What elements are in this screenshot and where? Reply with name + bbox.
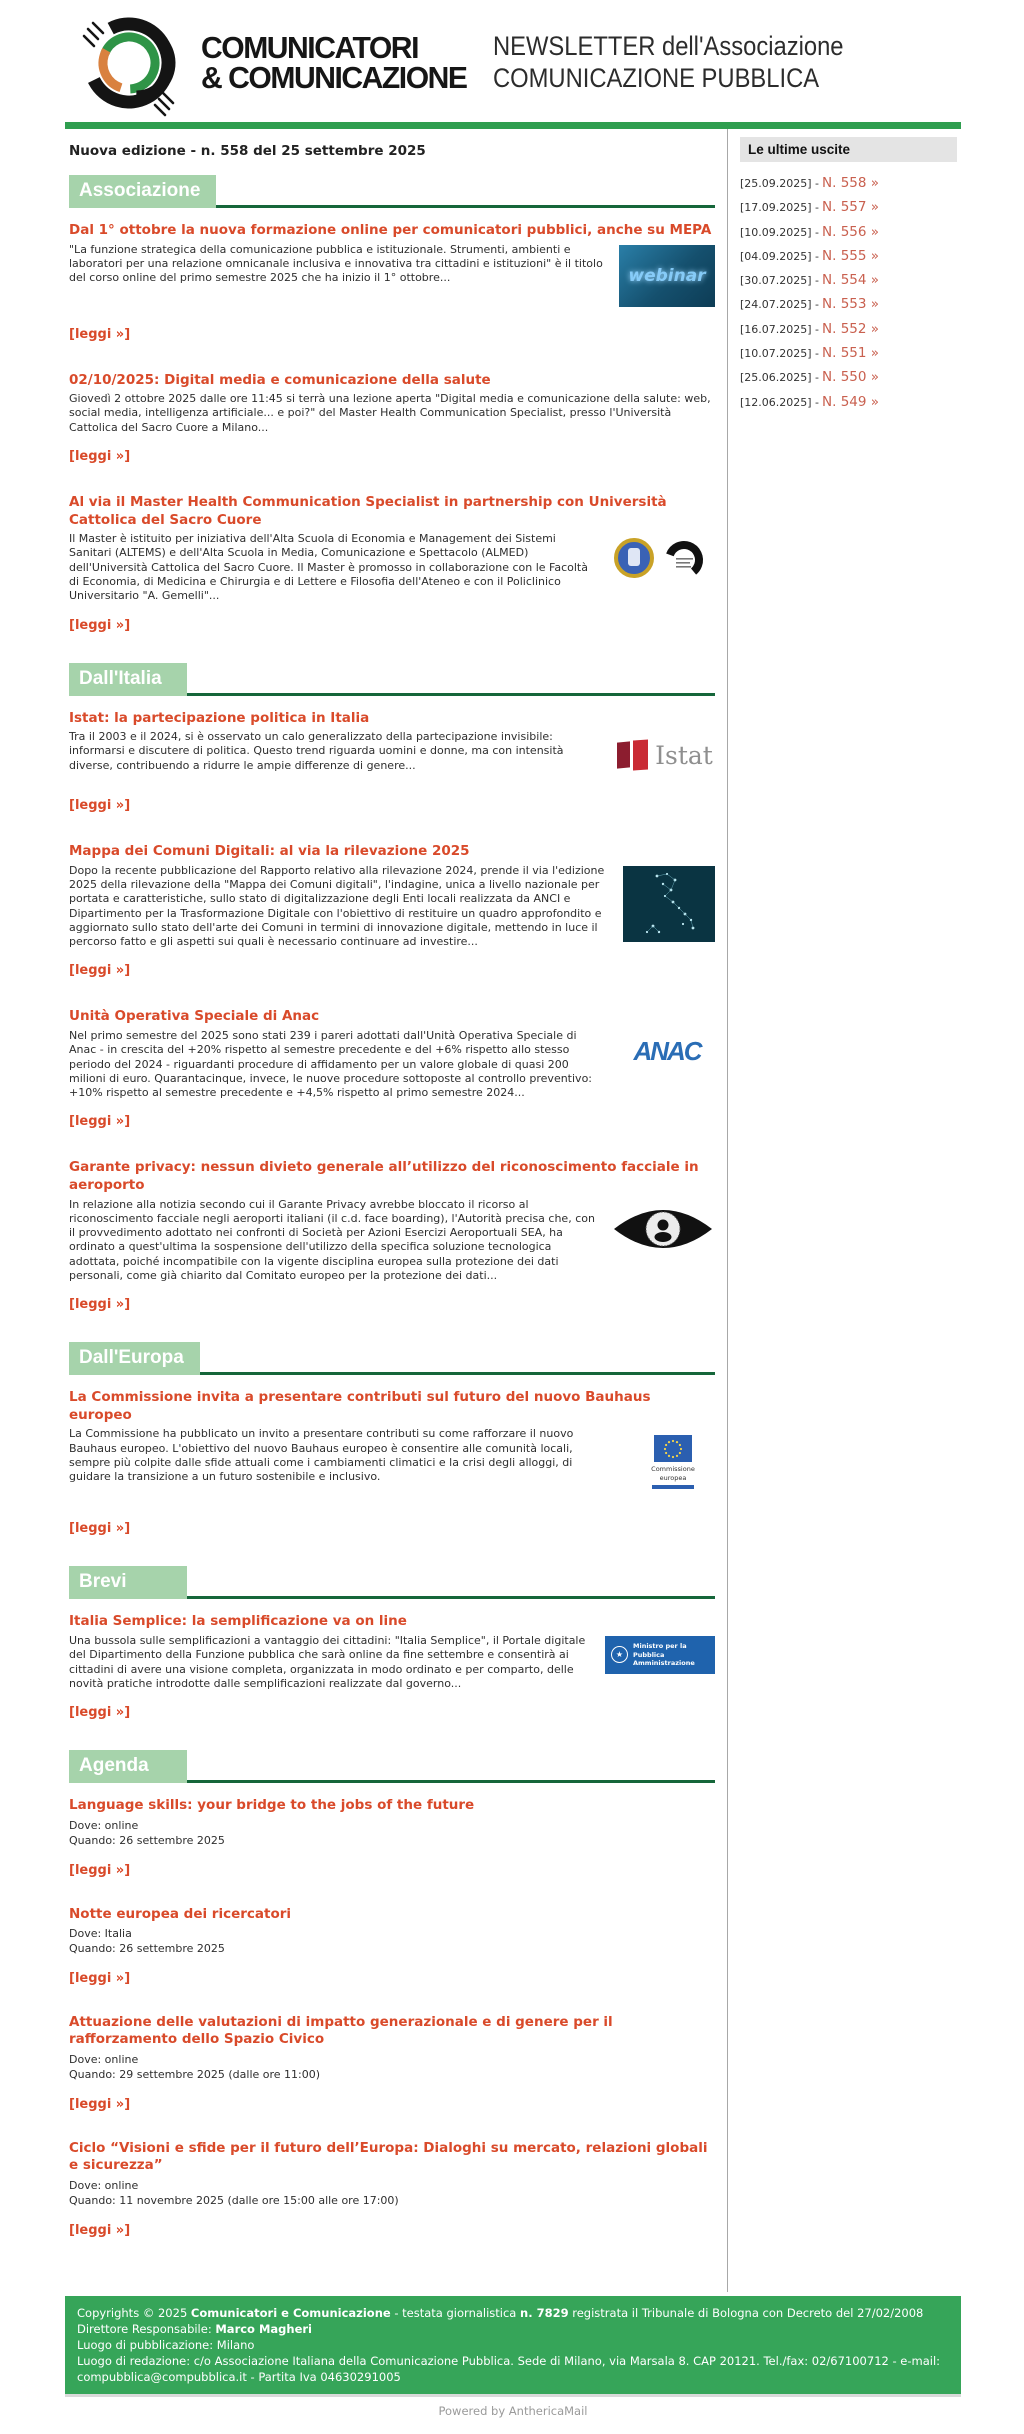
article-istat: [69, 710, 715, 814]
article-title[interactable]: Al via il Master Health Communication Specialist in partnership con Università Cattolica del Sacro Cuore: [69, 493, 667, 528]
section-label: Agenda: [69, 1750, 187, 1783]
article-body: Tra il 2003 e il 2024, si è osservato un calo generalizzato della partecipazione invisibile: informarsi e discutere di politica. Questo trend riguarda uomini e donne, ma con intensità diverse, contribuendo a ridurre le ampie differenze di genere...: [69, 730, 564, 772]
section-underline: [187, 1780, 715, 1783]
event-date: Quando: 26 settembre 2025: [69, 1942, 225, 1956]
article-title[interactable]: La Commissione invita a presentare contributi sul futuro del nuovo Bauhaus europeo: [69, 1389, 651, 1423]
issue-item: [740, 171, 957, 195]
event-location: Dove: Italia: [69, 1927, 132, 1941]
event-location: Dove: online: [69, 2052, 139, 2066]
footer: [65, 2296, 961, 2394]
issue-date: [25.06.2025] -: [740, 371, 820, 385]
universita-cattolica-logos-image[interactable]: [603, 534, 715, 582]
section-label: Dall'Europa: [69, 1342, 200, 1375]
issue-date: [25.09.2025] -: [740, 177, 820, 190]
footer-copyright-line: [77, 2305, 949, 2321]
section-header-brevi: [69, 1566, 715, 1599]
leggi-link[interactable]: [leggi »]: [69, 963, 131, 979]
mappa-comuni-digitali-image[interactable]: [623, 866, 715, 942]
brand-line1: COMUNICATORI: [201, 29, 418, 65]
issue-link[interactable]: N. 552 »: [822, 320, 880, 337]
issue-date: [24.07.2025] -: [740, 298, 820, 312]
footer-redazione-line: Luogo di redazione: c/o Associazione Italiana della Comunicazione Pubblica. Sede di Milano, via Marsala 8. CAP 20121. Tel./fax: 02/67100712 - e-mail: compubblica@compubblica.it - Partita Iva 04630291005: [77, 2353, 941, 2384]
issue-link[interactable]: N. 556 »: [822, 223, 880, 240]
article-body: La Commissione ha pubblicato un invito a presentare contributi su come rafforzare il nuovo Bauhaus europeo. L'obiettivo del nuovo Bauhaus europeo è consentire alle comunità locali, sempre più colpite dalle sfide attuali come i cambiamenti climatici e la crisi degli alloggi, di guidare la transizione a un futuro sostenibile e inclusivo.: [69, 1427, 574, 1484]
issue-link[interactable]: N. 555 »: [822, 247, 880, 264]
leggi-link[interactable]: [leggi »]: [69, 2096, 131, 2112]
leggi-link[interactable]: [leggi »]: [69, 2222, 131, 2238]
commissione-europea-logo-image[interactable]: [631, 1429, 715, 1501]
main-column: [65, 129, 727, 2292]
italy-network-map-icon: [623, 866, 715, 942]
ministro-caption-line1: Ministro per la: [633, 1642, 687, 1651]
copyright-suffix: registrata il Tribunale di Bologna con Decreto del 27/02/2008: [568, 2305, 924, 2320]
newsletter-line2: COMUNICAZIONE PUBBLICA: [492, 63, 819, 93]
article-garante-privacy: [69, 1159, 715, 1312]
powered-by: Powered by AnthericaMail: [438, 2404, 588, 2419]
issue-link[interactable]: N. 558 »: [822, 175, 880, 191]
eu-caption-line2: europea: [659, 1473, 687, 1482]
issue-item: [740, 390, 957, 414]
issue-item: [740, 317, 957, 341]
ministro-banner-caption: [633, 1642, 709, 1667]
director-name: Marco Magheri: [215, 2321, 312, 2336]
footer-brand: Comunicatori e Comunicazione: [190, 2305, 391, 2320]
event-language-skills: [69, 1797, 715, 1877]
article-mappa-comuni: [69, 843, 715, 978]
leggi-link[interactable]: [leggi »]: [69, 1114, 131, 1130]
istat-logo-image[interactable]: [615, 732, 715, 778]
section-label: Associazione: [69, 175, 216, 208]
leggi-link[interactable]: [leggi »]: [69, 1970, 131, 1986]
article-body: Il Master è istituito per iniziativa dell'Alta Scuola di Economia e Management dei Sistemi Sanitari (ALTEMS) e dell'Alta Scuola in Media, Comunicazione e Spettacolo (ALMED) dell'Università Cattolica del Sacro Cuore. Il Master è promosso in collaborazione con le Facoltà di Economia, di Medicina e Chirurgia e di Lettere e Filosofia dell'Ateneo e con il Policlinico Universitario "A. Gemelli"...: [69, 532, 588, 603]
newsletter-page: [65, 0, 961, 2434]
article-body: Una bussola sulle semplificazioni a vantaggio dei cittadini: "Italia Semplice", il Portale digitale del Dipartimento della Funzione pubblica che sarà online da fine settembre e consentirà ai cittadini di avere una visione completa, organizzata in modo ordinato e per comparto, delle novità pratiche introdotte dalle semplificazioni realizzate dal governo...: [69, 1633, 586, 1690]
edition-title: Nuova edizione - n. 558 del 25 settembre 2025: [69, 143, 426, 159]
ministro-pa-banner-image[interactable]: [605, 1636, 715, 1674]
article-title[interactable]: Dal 1° ottobre la nuova formazione online per comunicatori pubblici, anche su MEPA: [69, 222, 712, 238]
eu-logo-bar: [652, 1485, 694, 1489]
article-body: "La funzione strategica della comunicazione pubblica e istituzionale. Strumenti, ambienti e laboratori per una relazione omnicanale inclusiva e innovativa tra cittadini e istituzioni" è il titolo del corso online del primo semestre 2025 che ha inizio il 1° ottobre...: [69, 242, 603, 285]
event-date: Quando: 11 novembre 2025 (dalle ore 15:00 alle ore 17:00): [69, 2194, 399, 2208]
event-title[interactable]: Notte europea dei ricercatori: [69, 1905, 292, 1922]
article-formazione-mepa: [69, 222, 715, 342]
cattolica-crest-icon: [612, 536, 656, 580]
article-title[interactable]: Garante privacy: nessun divieto generale all’utilizzo del riconoscimento facciale in aeroporto: [69, 1159, 699, 1194]
newsletter-title: [493, 31, 844, 95]
leggi-link[interactable]: [leggi »]: [69, 326, 131, 342]
issue-item: [740, 365, 957, 389]
brand-wordmark: [201, 29, 467, 95]
event-date: Quando: 26 settembre 2025: [69, 1834, 225, 1848]
istat-shape-icon: [633, 740, 648, 771]
leggi-link[interactable]: [leggi »]: [69, 448, 131, 464]
issue-date: [12.06.2025] -: [740, 395, 820, 409]
top-green-bar: [65, 122, 961, 129]
eye-icon: [611, 1200, 715, 1258]
ministro-caption-line2: Pubblica Amministrazione: [633, 1650, 695, 1668]
istat-logo-caption: Istat: [655, 740, 713, 770]
article-title[interactable]: Unità Operativa Speciale di Anac: [69, 1008, 320, 1025]
issue-date: [04.09.2025] -: [740, 249, 820, 263]
article-italia-semplice: [69, 1613, 715, 1720]
section-underline: [187, 1596, 715, 1599]
article-body: Dopo la recente pubblicazione del Rapporto relativo alla rilevazione 2024, prende il via l'edizione 2025 della rilevazione della "Mappa dei Comuni digitali", l'indagine, unica a livello nazionale per portata e caratteristiche, sullo stato di digitalizzazione degli Enti locali realizzata da ANCI e Dipartimento per la Trasformazione Digitale con l'obiettivo di restituire un quadro approfondito e aggiornato sullo stato dell'arte dei Comuni in termini di innovazione digitale, mettendo in luce il percorso fatto e gli aspetti sui quali è necessario continuare ad investire...: [69, 863, 605, 949]
copyright-prefix: Copyrights © 2025: [77, 2305, 191, 2320]
article-title[interactable]: Italia Semplice: la semplificazione va on line: [69, 1613, 407, 1630]
face-recognition-eye-image[interactable]: [611, 1200, 715, 1258]
issue-item: [740, 195, 957, 219]
section-header-dalleuropa: [69, 1342, 715, 1375]
anac-logo-image[interactable]: [619, 1031, 715, 1073]
webinar-image[interactable]: [619, 245, 715, 307]
article-body: In relazione alla notizia secondo cui il Garante Privacy avrebbe bloccato il ricorso al riconoscimento facciale negli aeroporti italiani (il c.d. face boarding), l'Autorità precisa che, con il provvedimento adottato nei confronti di Società per Azioni Esercizi Aeroportuali SEA, ha ordinato a quest'ultima la sospensione dell'utilizzo della specifica soluzione tecnologica adottata, poiché incompatibile con la vigente disciplina europea sulla protezione dei dati personali, come già chiarito dal Comitato europeo per la protezione dei dati...: [69, 1197, 595, 1283]
issue-item: [740, 220, 957, 244]
anac-logo-caption: ANAC: [633, 1036, 701, 1067]
event-title[interactable]: Ciclo “Visioni e sfide per il futuro dell’Europa: Dialoghi su mercato, relazioni globali e sicurezza”: [69, 2139, 708, 2174]
article-title[interactable]: Mappa dei Comuni Digitali: al via la rilevazione 2025: [69, 843, 470, 860]
issue-link[interactable]: N. 553 »: [822, 296, 880, 313]
event-date: Quando: 29 settembre 2025 (dalle ore 11:00): [69, 2068, 321, 2082]
eu-logo-caption: [631, 1465, 715, 1481]
issue-date: [10.09.2025] -: [740, 225, 820, 239]
article-title[interactable]: 02/10/2025: Digital media e comunicazione della salute: [69, 371, 491, 388]
italy-emblem-icon: ★: [611, 1646, 628, 1663]
issue-link[interactable]: N. 557 »: [822, 199, 880, 216]
issue-item: [740, 292, 957, 316]
issue-date: [17.09.2025] -: [740, 201, 820, 215]
section-underline: [216, 205, 715, 208]
issue-item: [740, 268, 957, 292]
event-location: Dove: online: [69, 2178, 139, 2192]
article-digital-media-salute: [69, 372, 715, 464]
article-master-health: [69, 494, 715, 633]
section-label: Brevi: [69, 1566, 187, 1599]
altems-arc-icon: [662, 536, 706, 580]
webinar-image-caption: webinar: [628, 265, 706, 286]
masthead: [65, 0, 961, 122]
brand-line2: & COMUNICAZIONE: [201, 60, 467, 95]
section-underline: [187, 693, 715, 696]
article-title[interactable]: Istat: la partecipazione politica in Italia: [69, 709, 370, 726]
issue-link[interactable]: N. 550 »: [822, 369, 880, 386]
leggi-link[interactable]: [leggi »]: [69, 617, 131, 633]
comunicatori-logo-icon: [75, 9, 193, 117]
istat-shape-icon: [617, 741, 630, 768]
issue-date: [10.07.2025] -: [740, 347, 820, 361]
footer-publication-place: Luogo di pubblicazione: Milano: [77, 2337, 255, 2352]
issue-link[interactable]: N. 551 »: [822, 345, 880, 362]
registration-number: n. 7829: [520, 2305, 569, 2320]
section-header-associazione: [69, 175, 715, 208]
sidebar-title: Le ultime uscite: [740, 137, 957, 162]
article-anac: [69, 1008, 715, 1129]
issue-date: [16.07.2025] -: [740, 322, 820, 336]
issue-date: [30.07.2025] -: [740, 274, 820, 288]
event-visioni-sfide: [69, 2140, 715, 2238]
event-location: Dove: online: [69, 1818, 139, 1832]
eu-flag-icon: [654, 1435, 692, 1462]
event-title[interactable]: Language skills: your bridge to the jobs of the future: [69, 1797, 475, 1814]
copyright-mid: - testata giornalistica: [390, 2305, 521, 2320]
event-spazio-civico: [69, 2014, 715, 2112]
section-label: Dall'Italia: [69, 663, 187, 696]
event-notte-ricercatori: [69, 1906, 715, 1986]
section-underline: [200, 1372, 715, 1375]
issue-item: [740, 341, 957, 365]
issue-link[interactable]: N. 549 »: [822, 393, 880, 410]
newsletter-line1: NEWSLETTER dell'Associazione: [492, 31, 844, 62]
leggi-link[interactable]: [leggi »]: [69, 798, 131, 814]
issue-link[interactable]: N. 554 »: [822, 272, 880, 289]
section-header-dallitalia: [69, 663, 715, 696]
leggi-link[interactable]: [leggi »]: [69, 1862, 131, 1878]
sidebar-latest-issues: [727, 129, 961, 2292]
event-title[interactable]: Attuazione delle valutazioni di impatto generazionale e di genere per il rafforzamento dello Spazio Civico: [69, 2013, 613, 2048]
footer-director-line: [77, 2321, 949, 2337]
leggi-link[interactable]: [leggi »]: [69, 1705, 131, 1721]
issue-item: [740, 244, 957, 268]
eu-caption-line1: Commissione: [651, 1465, 695, 1474]
leggi-link[interactable]: [leggi »]: [69, 1297, 131, 1313]
section-header-agenda: [69, 1750, 715, 1783]
article-bauhaus: [69, 1389, 715, 1536]
article-body: Nel primo semestre del 2025 sono stati 239 i pareri adottati dall'Unità Operativa Speciale di Anac - in crescita del +20% rispetto al semestre precedente e del +6% rispetto allo stesso periodo del 2024 - riguardanti procedure di affidamento per un valore globale di quasi 200 milioni di euro. Quarantacinque, invece, le nuove procedure sottoposte al controllo preventivo: +10% rispetto al semestre precedente e +4,5% rispetto al primo semestre 2024...: [69, 1028, 592, 1100]
director-label: Direttore Responsabile:: [77, 2321, 216, 2336]
article-body: Giovedì 2 ottobre 2025 dalle ore 11:45 si terrà una lezione aperta "Digital media e comunicazione della salute: web, social media, intelligenza artificiale... e poi?" del Master Health Communication Specialist, presso l'Università Cattolica del Sacro Cuore a Milano...: [69, 392, 711, 434]
leggi-link[interactable]: [leggi »]: [69, 1521, 131, 1537]
